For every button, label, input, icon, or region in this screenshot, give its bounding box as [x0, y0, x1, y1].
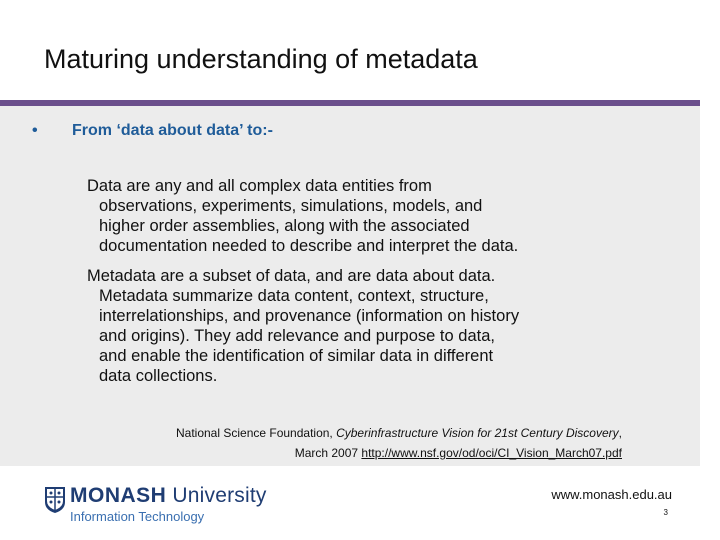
citation [62, 423, 622, 463]
bullet-item [32, 122, 273, 140]
logo-wordmark [70, 484, 267, 508]
paragraph-line: interrelationships, and provenance (information on history [99, 307, 520, 325]
bullet-marker: • [32, 122, 38, 139]
data-definition-paragraph [87, 176, 647, 256]
citation-comma: , [618, 426, 622, 440]
paragraph-line: and origins). They add relevance and purpose to data, [99, 327, 495, 345]
logo-wordmark-rest: University [166, 484, 267, 507]
website-url: www.monash.edu.au [551, 487, 672, 502]
paragraph-line: Metadata are a subset of data, and are data about data. [87, 267, 496, 285]
paragraph-line: documentation needed to describe and interpret the data. [99, 237, 519, 255]
logo-subtitle: Information Technology [70, 509, 205, 524]
bullet-text: From ‘data about data’ to:- [72, 122, 273, 139]
paragraph-line: higher order assemblies, along with the associated [99, 217, 470, 235]
citation-title: Cyberinfrastructure Vision for 21st Century Discovery [336, 426, 619, 440]
monash-logo [44, 484, 284, 528]
metadata-definition-paragraph [87, 266, 647, 386]
citation-date: March 2007 [294, 446, 362, 460]
citation-line-2 [62, 443, 622, 463]
citation-line-1 [62, 423, 622, 443]
page-number: 3 [663, 508, 668, 517]
paragraph-line: Metadata summarize data content, context, structure, [99, 287, 489, 305]
citation-link[interactable]: http://www.nsf.gov/od/oci/CI_Vision_March07.pdf [361, 446, 622, 460]
citation-org: National Science Foundation, [175, 426, 337, 440]
paragraph-line: Data are any and all complex data entities from [87, 177, 432, 195]
paragraph-line: observations, experiments, simulations, models, and [99, 197, 483, 215]
paragraph-line: data collections. [99, 367, 218, 385]
logo-wordmark-bold: MONASH [70, 484, 167, 507]
monash-crest-icon [44, 486, 66, 514]
paragraph-line: and enable the identification of similar data in different [99, 347, 494, 365]
slide-title: Maturing understanding of metadata [44, 44, 478, 74]
